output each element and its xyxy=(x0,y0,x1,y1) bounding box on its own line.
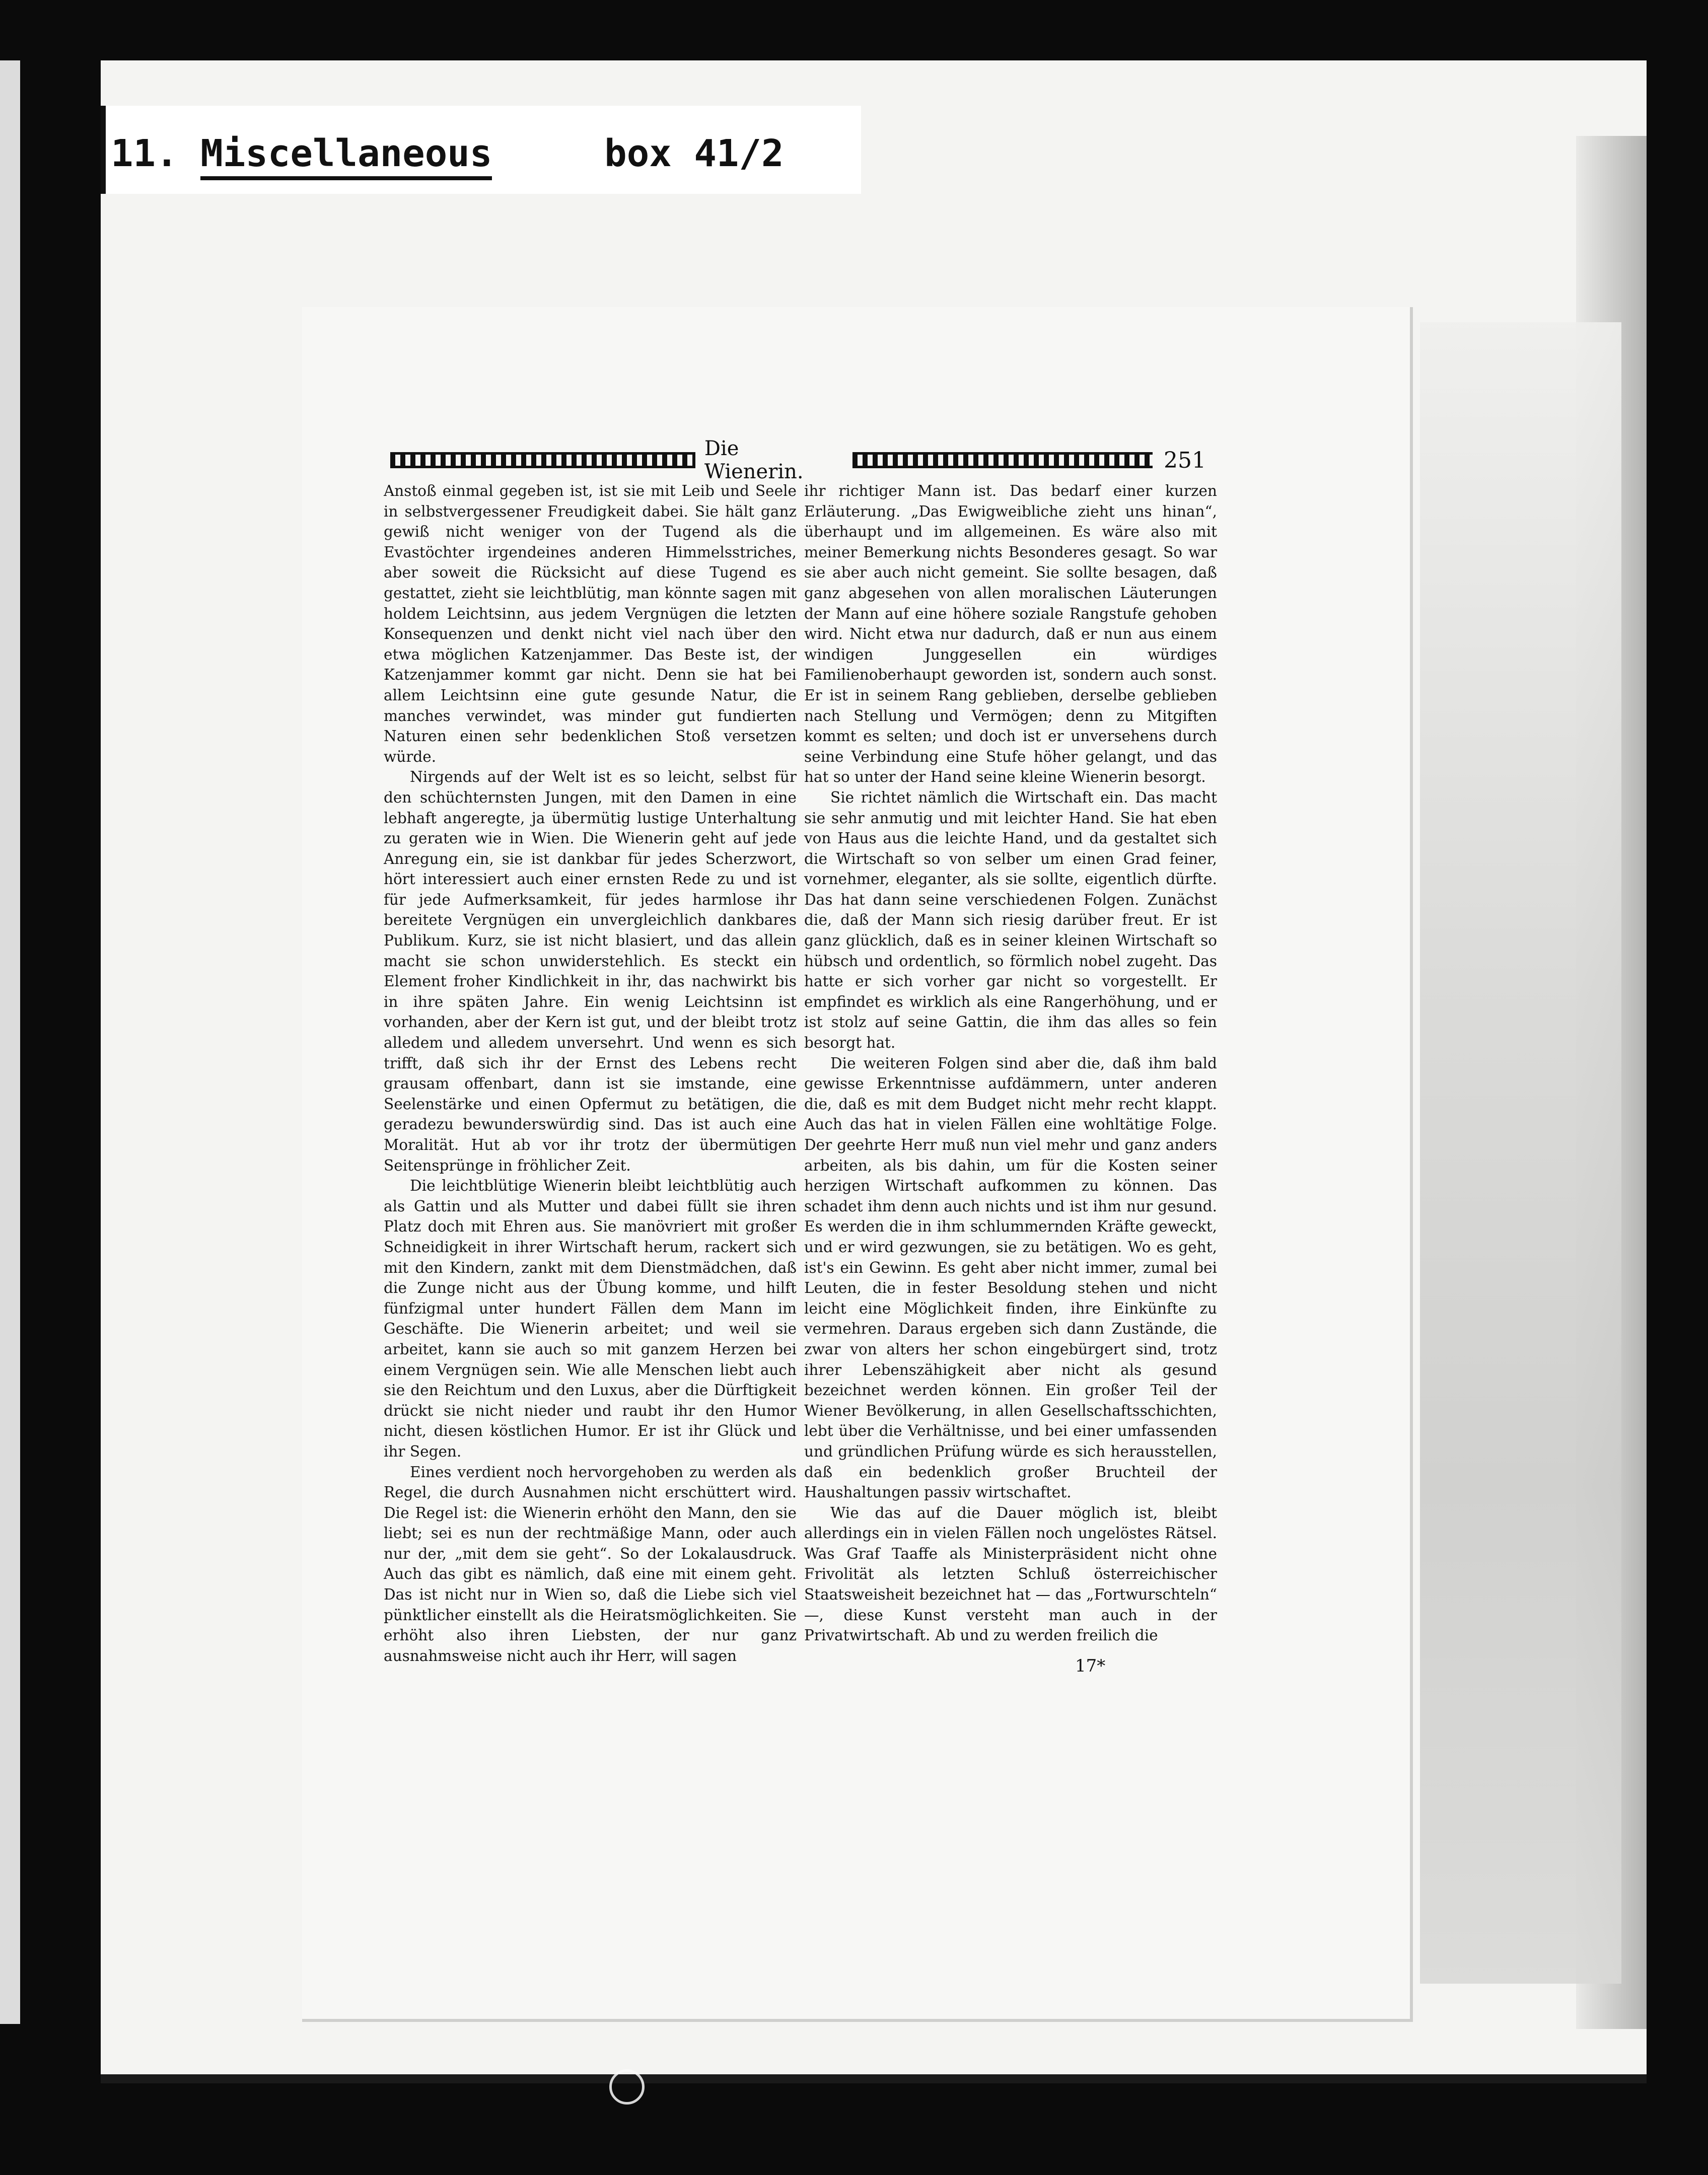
paragraph: Sie richtet nämlich die Wirtschaft ein. Das macht sie sehr anmutig und mit leichter Hand. Sie hat eben von Haus aus die leichte Hand, und da gestaltet sich die Wirtschaft so von selber um einen Grad feiner, vornehmer, eleganter, als sie sollte, eigentlich dürfte. Das hat dann seine verschiedenen Folgen. Zunächst die, daß der Mann sich riesig darüber freut. Er ist ganz glücklich, daß es in seiner kleinen Wirtschaft so hübsch und ordentlich, so förmlich nobel zugeht. Das hatte er sich vorher gar nicht so vorgestellt. Er empfindet es wirklich als eine Rangerhöhung, und er ist stolz auf seine Gattin, die ihm das alles so fein besorgt hat. xyxy=(804,788,1217,1052)
paragraph: ihr richtiger Mann ist. Das bedarf einer kurzen Erläuterung. „Das Ewigweibliche zieht uns hinan“, überhaupt und im allgemeinen. Es wäre also mit meiner Bemerkung nichts Besonderes gesagt. So war sie aber auch nicht gemeint. Sie sollte besagen, daß ganz abgesehen von allen moralischen Läuterungen der Mann auf eine höhere soziale Rangstufe gehoben wird. Nicht etwa nur dadurch, daß er nun aus einem windigen Junggesellen ein würdiges Familienoberhaupt geworden ist, sondern auch sonst. Er ist in seinem Rang geblieben, derselbe geblieben nach Stellung und Vermögen; denn zu Mitgiften kommt es selten; und doch ist er unversehens durch seine Verbindung eine Stufe höher gelangt, und das hat so unter der Hand seine kleine Wienerin besorgt. xyxy=(804,482,1217,786)
paragraph: Anstoß einmal gegeben ist, ist sie mit Leib und Seele in selbstvergessener Freudigkeit dabei. Sie hält ganz gewiß nicht weniger von der Tugend als die Evastöchter irgendeines anderen Himmelsstriches, aber soweit die Rücksicht auf diese Tugend es gestattet, zieht sie leichtblütig, man könnte sagen mit holdem Leichtsinn, aus jedem Vergnügen die letzten Konsequenzen und denkt nicht viel nach über den etwa möglichen Katzenjammer. Das Beste ist, der Katzenjammer kommt gar nicht. Denn sie hat bei allem Leichtsinn eine gute gesunde Natur, die manches verwindet, was minder gut fundierten Naturen einen sehr bedenklichen Stoß versetzen würde. xyxy=(384,482,797,765)
folder-label xyxy=(111,132,784,175)
paragraph: Eines verdient noch hervorgehoben zu werden als Regel, die durch Ausnahmen nicht erschüttert wird. Die Regel ist: die Wienerin erhöht den Mann, den sie liebt; sei es nun der rechtmäßige Mann, oder auch nur der, „mit dem sie geht“. So der Lokalausdruck. Auch das gibt es nämlich, daß eine mit einem geht. Das ist nicht nur in Wien so, daß die Liebe sich viel pünktlicher einstellt als die Heiratsmöglichkeiten. Sie erhöht also ihren Liebsten, der nur ganz ausnahmsweise nicht auch ihr Herr, will sagen xyxy=(384,1463,797,1664)
folder-label-prefix: 11. xyxy=(111,132,178,175)
paragraph: Die leichtblütige Wienerin bleibt leichtblütig auch als Gattin und als Mutter und dabei füllt sie ihren Platz doch mit Ehren aus. Sie manövriert mit großer Schneidigkeit in ihrer Wirtschaft herum, rackert sich mit den Kindern, zankt mit dem Dienstmädchen, daß die Zunge nicht aus der Übung komme, und hilft fünfzigmal unter hundert Fällen dem Mann im Geschäfte. Die Wienerin arbeitet; und weil sie arbeitet, kann sie auch so mit ganzem Herzen bei einem Vergnügen sein. Wie alle Menschen liebt auch sie den Reichtum und den Luxus, aber die Dürftigkeit drückt sie nicht nieder und raubt ihr den Humor nicht, diesen köstlichen Humor. Er ist ihr Glück und ihr Segen. xyxy=(384,1177,797,1460)
folder-label-category: Miscellaneous xyxy=(200,132,492,180)
scan-noise-area xyxy=(1420,322,1621,1984)
page-number: 251 xyxy=(1164,447,1206,473)
text-column-right xyxy=(804,481,1217,1646)
scan-artifact xyxy=(609,2069,645,2105)
left-margin-strip xyxy=(0,60,20,2024)
text-column-left xyxy=(384,481,797,1666)
folder-label-box: box 41/2 xyxy=(604,132,784,175)
signature-mark: 17* xyxy=(1075,1656,1106,1676)
paragraph: Nirgends auf der Welt ist es so leicht, selbst für den schüchternsten Jungen, mit den Damen in eine lebhaft angeregte, ja übermütig lustige Unterhaltung zu geraten wie in Wien. Die Wienerin geht auf jede Anregung ein, sie ist dankbar für jedes Scherzwort, hört interessiert auch einer ernsten Rede zu und ist für jede Aufmerksamkeit, für jedes harmlose ihr bereitete Vergnügen ein unvergleichlich dankbares Publikum. Kurz, sie ist nicht blasiert, und das allein macht sie schon unwiderstehlich. Es steckt ein Element froher Kindlichkeit in ihr, das nachwirkt bis in ihre späten Jahre. Ein wenig Leichtsinn ist vorhanden, aber der Kern ist gut, und der bleibt trotz alledem und alledem unversehrt. Und wenn es sich trifft, daß sich ihr der Ernst des Lebens recht grausam offenbart, dann ist sie imstande, eine Seelenstärke und einen Opfermut zu betätigen, die geradezu bewunderswürdig sind. Das ist auch eine Moralität. Hut ab vor ihr trotz der übermütigen Seitensprünge in fröhlicher Zeit. xyxy=(384,768,797,1174)
running-head-title: Die Wienerin. xyxy=(704,437,804,483)
ornament-right xyxy=(852,452,1153,468)
running-head xyxy=(390,437,1206,483)
paragraph: Wie das auf die Dauer möglich ist, bleibt allerdings ein in vielen Fällen noch ungelöstes Rätsel. Was Graf Taaffe als Ministerpräsident nicht ohne Frivolität als letzten Schluß österreichischer Staatsweisheit bezeichnet hat — das „Fortwurschteln“ —, diese Kunst versteht man auch in der Privatwirtschaft. Ab und zu werden freilich die xyxy=(804,1504,1217,1644)
paragraph: Die weiteren Folgen sind aber die, daß ihm bald gewisse Erkenntnisse aufdämmern, unter anderen die, daß es mit dem Budget nicht mehr recht klappt. Auch das hat in vielen Fällen eine wohltätige Folge. Der geehrte Herr muß nun viel mehr und ganz anders arbeiten, als bis dahin, um für die Kosten seiner herzigen Wirtschaft aufkommen zu können. Das schadet ihm denn auch nichts und ist ihm nur gesund. Es werden die in ihm schlummernden Kräfte geweckt, und er wird gezwungen, sie zu betätigen. Wo es geht, ist's ein Gewinn. Es geht aber nicht immer, zumal bei Leuten, die in fester Besoldung stehen und nicht leicht eine Möglichkeit finden, ihre Einkünfte zu vermehren. Daraus ergeben sich dann Zustände, die zwar von alters her schon eingebürgert sind, trotz ihrer Lebenszähigkeit aber nicht als gesund bezeichnet werden können. Ein großer Teil der Wiener Bevölkerung, in allen Gesellschaftsschichten, lebt über die Verhältnisse, und bei einer umfassenden und gründlichen Prüfung würde es sich herausstellen, daß ein bedenklich großer Bruchteil der Haushaltungen passiv wirtschaftet. xyxy=(804,1054,1217,1501)
ornament-left xyxy=(390,452,695,468)
